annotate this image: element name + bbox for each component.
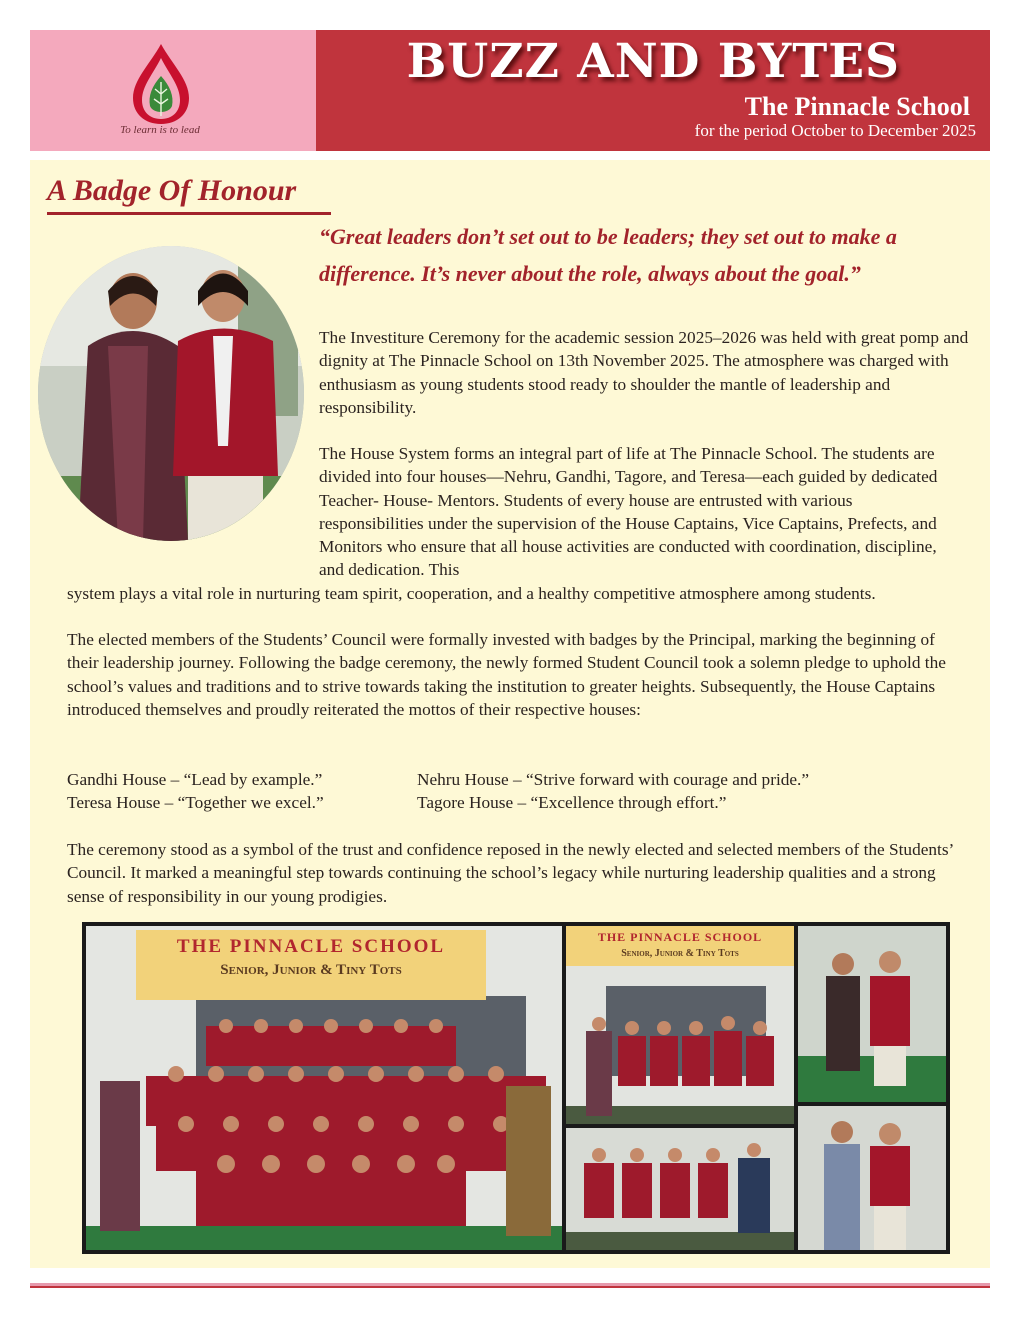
school-name: The Pinnacle School [744,92,970,121]
motto-tagore: Tagore House – “Excellence through effort.” [417,793,727,813]
motto-row [67,791,967,814]
motto-nehru: Nehru House – “Strive forward with courage and pride.” [417,770,810,789]
motto-teresa: Teresa House – “Together we excel.” [67,793,324,813]
banner-subtitle: Senior, Junior & Tiny Tots [220,962,402,978]
leadership-quote: “Great leaders don’t set out to be leaders; they set out to make a difference. It’s never about the role, always about the goal.” [319,224,897,286]
period-text: for the period October to December 2025 [694,121,976,140]
paragraph-investiture: The Investiture Ceremony for the academic session 2025–2026 was held with great pomp and dignity at The Pinnacle School on 13th November 2025. The atmosphere was charged with enthusiasm as young students stood ready to shoulder the mantle of leadership and responsibility. [319,328,969,417]
portrait-figures-image [38,246,304,541]
paragraph-house-system-cont: system plays a vital role in nurturing team spirit, cooperation, and a healthy competitive atmosphere among students. [67,584,876,603]
council-photo-bottom [566,1128,794,1250]
group-photo [86,926,562,1250]
mentor-photo-top-image [798,926,946,1102]
motto-gandhi: Gandhi House – “Lead by example.” [67,770,323,789]
mentor-photo-top [798,926,946,1102]
newsletter-title: BUZZ AND BYTES [406,34,900,89]
title-panel [316,30,990,151]
school-logo-icon [130,42,192,126]
logo-panel [30,30,316,151]
mentor-photo-bottom-image [798,1106,946,1250]
footer-rule-red [30,1286,990,1288]
house-mottos [67,768,967,815]
title-underline [47,212,331,215]
masthead [30,30,990,151]
banner-title: THE PINNACLE SCHOOL [176,936,446,957]
portrait-photo [38,246,304,541]
paragraph-council: The elected members of the Students’ Council were formally invested with badges by the Principal, marking the beginning of their leadership journey. Following the badge ceremony, the newly formed Student Council took a solemn pledge to uphold the school’s values and traditions and to strive towards taking the institution to greater heights. Subsequently, the House Captains introduced themselves and proudly reiterated the mottos of their respective houses: [67,630,946,719]
mentor-photo-bottom [798,1106,946,1250]
council-photo-bottom-image [566,1128,794,1250]
paragraph-house-system: The House System forms an integral part of life at The Pinnacle School. The students are divided into four houses—Nehru, Gandhi, Tagore, and Teresa—each guided by dedicated Teacher- House- Mentors. Students of every house are entrusted with various responsibilities under the supervision of the House Captains, Vice Captains, Prefects, and Monitors who ensure that all house activities are conducted with coordination, discipline, and dedication. This [319,444,938,580]
banner-title: THE PINNACLE SCHOOL [597,930,763,944]
school-banner-small [566,926,794,966]
motto-row [67,768,967,791]
tagline: To learn is to lead [120,124,200,136]
paragraph-conclusion: The ceremony stood as a symbol of the trust and confidence reposed in the newly elected and selected members of the Students’ Council. It marked a meaningful step towards continuing the school’s legacy while nurturing leadership qualities and a strong sense of responsibility in our young prodigies. [67,840,954,906]
school-banner-large [136,930,486,1000]
banner-subtitle: Senior, Junior & Tiny Tots [621,948,739,959]
photo-collage [82,922,950,1254]
article-title: A Badge Of Honour [47,174,297,207]
article-body [30,160,990,1268]
council-photo-top [566,926,794,1124]
